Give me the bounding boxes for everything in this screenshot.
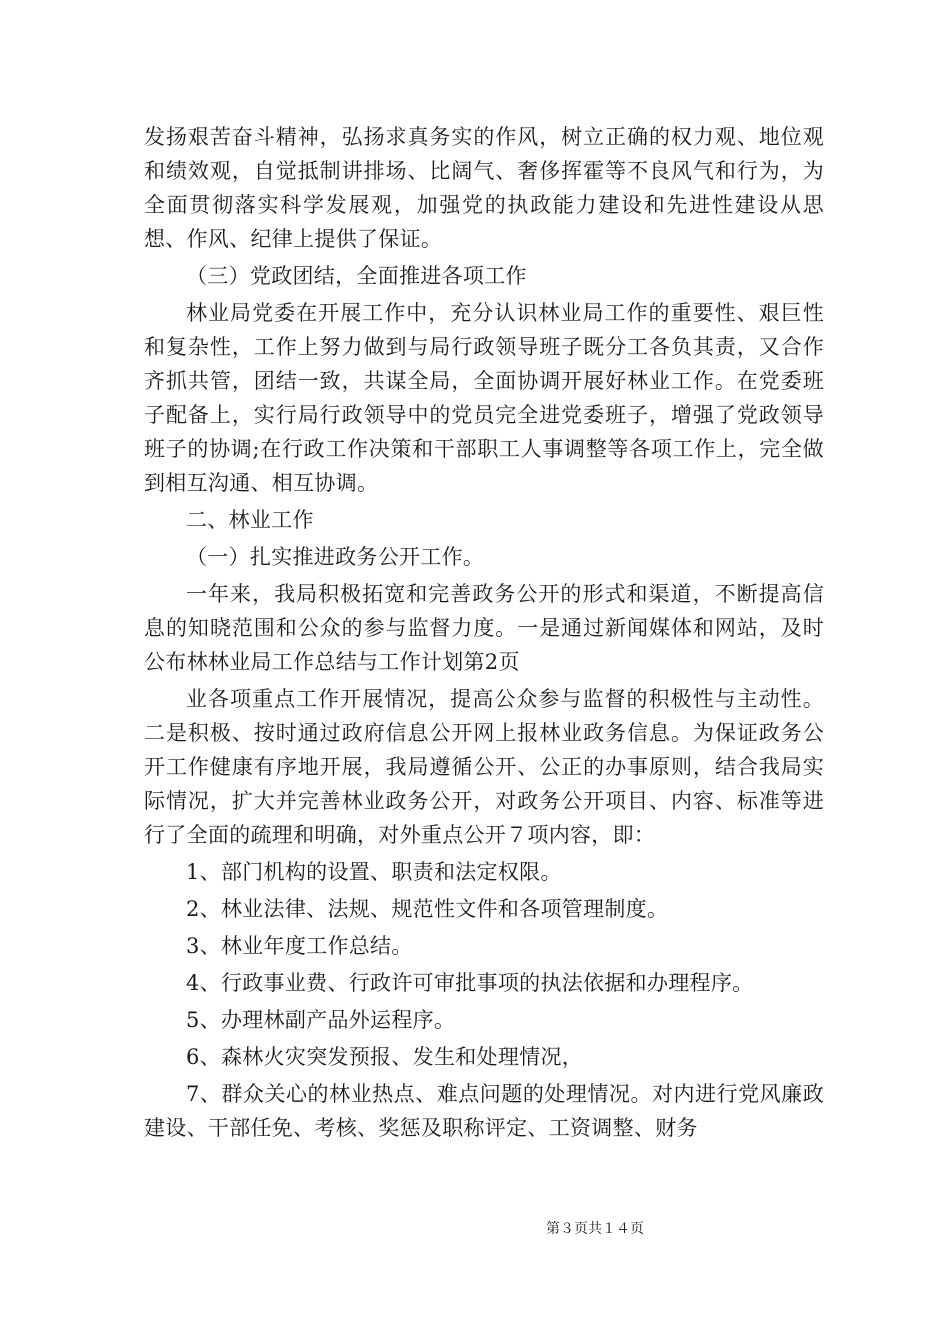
list-item: 2、林业法律、法规、规范性文件和各项管理制度。 bbox=[186, 897, 669, 921]
page-number: 第３页共１４页 bbox=[546, 1221, 644, 1237]
paragraph-openness-channels: 一年来，我局积极拓宽和完善政务公开的形式和渠道，不断提高信息的知晓范围和公众的参与监督力度。一是通过新闻媒体和网站，及时公布林林业局工作总结与工作计划第2页 bbox=[144, 582, 824, 674]
section-heading-party-unity: （三）党政团结，全面推进各项工作 bbox=[186, 264, 527, 288]
list-item: 3、林业年度工作总结。 bbox=[186, 934, 413, 958]
list-item-continued: 7、群众关心的林业热点、难点问题的处理情况。对内进行党风廉政建设、干部任免、考核、奖惩及职称评定、工资调整、财务 bbox=[144, 1082, 824, 1140]
section-heading-forestry-work: 二、林业工作 bbox=[186, 508, 314, 532]
paragraph-openness-items: 业各项重点工作开展情况，提高公众参与监督的积极性与主动性。二是积极、按时通过政府信息公开网上报林业政务信息。为保证政务公开工作健康有序地开展，我局遵循公开、公正的办事原则，结合我局实际情况，扩大并完善林业政务公开，对政务公开项目、内容、标准等进行了全面的疏理和明确，对外重点公开７项内容，即： bbox=[144, 687, 824, 847]
page-footer bbox=[0, 1218, 950, 1238]
list-item: 5、办理林副产品外运程序。 bbox=[186, 1008, 456, 1032]
list-item: 6、森林火灾突发预报、发生和处理情况， bbox=[186, 1045, 584, 1069]
document-body bbox=[144, 120, 824, 1145]
list-item: 1、部门机构的设置、职责和法定权限。 bbox=[186, 860, 562, 884]
section-heading-government-affairs: （一）扎实推进政务公开工作。 bbox=[186, 545, 485, 569]
paragraph-continued: 发扬艰苦奋斗精神，弘扬求真务实的作风，树立正确的权力观、地位观和绩效观，自觉抵制讲排场、比阔气、奢侈挥霍等不良风气和行为，为全面贯彻落实科学发展观，加强党的执政能力建设和先进性建设从思想、作风、纪律上提供了保证。 bbox=[144, 125, 824, 251]
paragraph-party-committee: 林业局党委在开展工作中，充分认识林业局工作的重要性、艰巨性和复杂性，工作上努力做到与局行政领导班子既分工各负其责，又合作齐抓共管，团结一致，共谋全局，全面协调开展好林业工作。在党委班子配备上，实行局行政领导中的党员完全进党委班子，增强了党政领导班子的协调;在行政工作决策和干部职工人事调整等各项工作上，完全做到相互沟通、相互协调。 bbox=[144, 301, 824, 495]
list-item: 4、行政事业费、行政许可审批事项的执法依据和办理程序。 bbox=[186, 971, 754, 995]
